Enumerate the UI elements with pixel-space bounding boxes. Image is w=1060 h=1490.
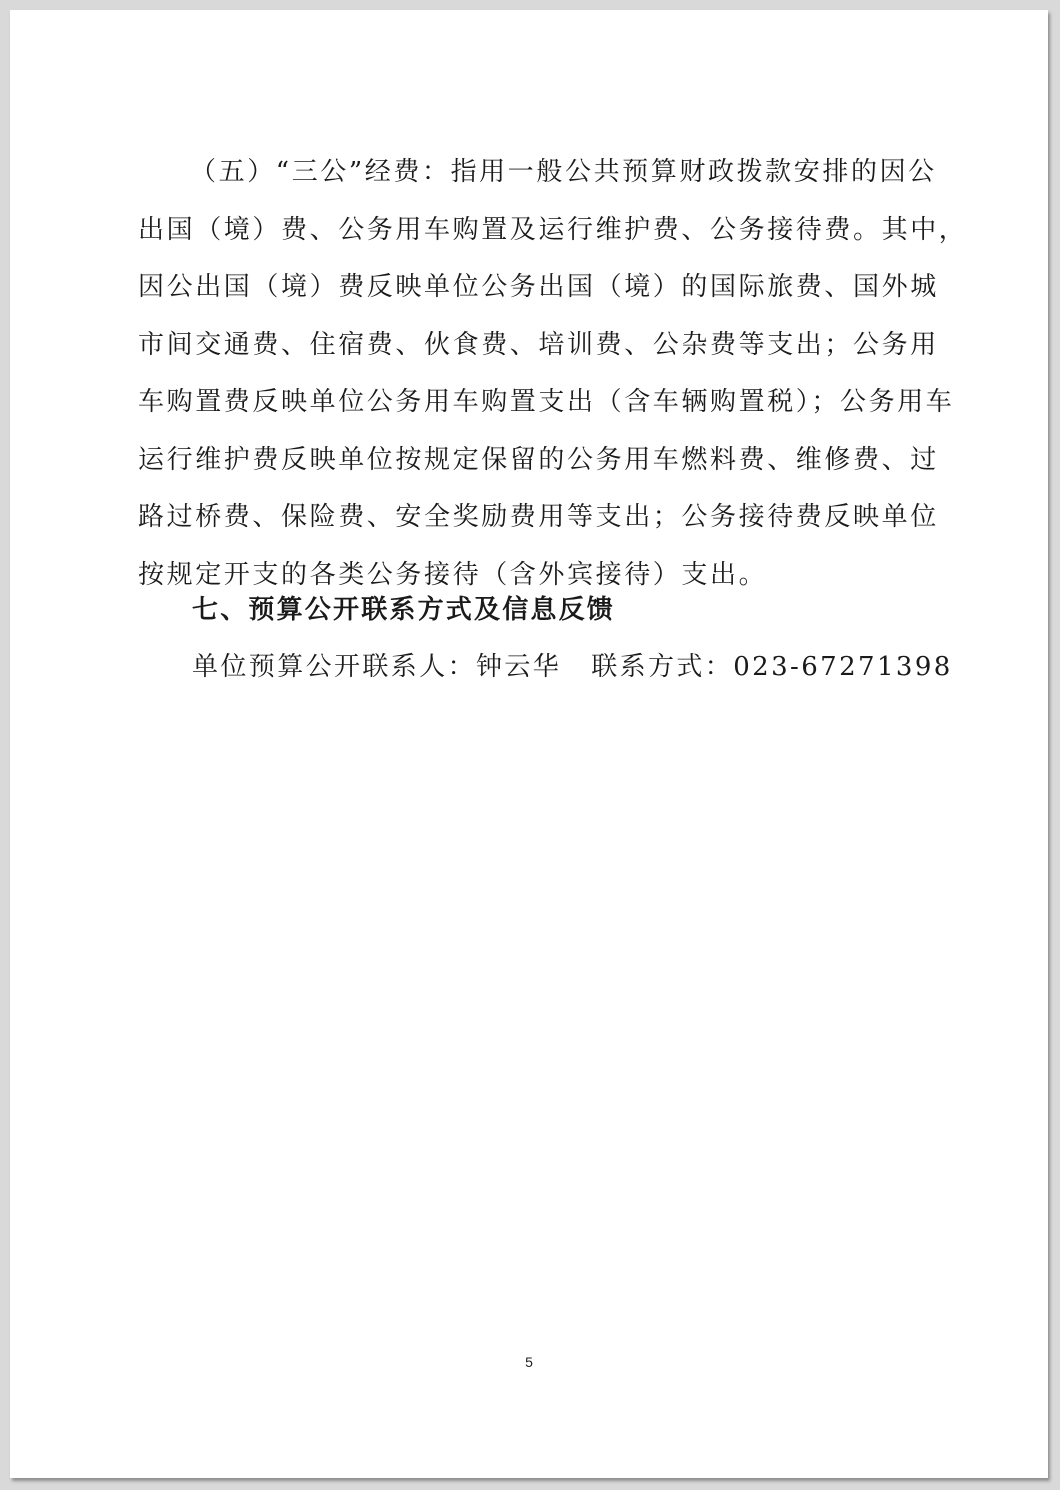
page-number: 5 [525,1354,533,1370]
contact-phone: 联系方式：023-67271398 [591,652,953,682]
paragraph-line: 因公出国（境）费反映单位公务出国（境）的国际旅费、国外城 [138,272,939,302]
paragraph-san-gong-expenses [138,144,968,604]
contact-info [192,639,953,697]
paragraph-line: 车购置费反映单位公务用车购置支出（含车辆购置税）；公务用车 [138,387,955,417]
paragraph-line: 按规定开支的各类公务接待（含外宾接待）支出。 [138,559,768,590]
section-heading-contact: 七、预算公开联系方式及信息反馈 [192,595,616,625]
contact-person: 单位预算公开联系人：钟云华 [192,652,562,682]
paragraph-line: 路过桥费、保险费、安全奖励费用等支出；公务接待费反映单位 [138,502,939,532]
paragraph-line: 出国（境）费、公务用车购置及运行维护费、公务接待费。其中， [138,214,968,245]
paragraph-line: （五）“三公”经费：指用一般公共预算财政拨款安排的因公 [190,157,937,187]
paragraph-line: 运行维护费反映单位按规定保留的公务用车燃料费、维修费、过 [138,444,939,475]
paragraph-line: 市间交通费、住宿费、伙食费、培训费、公杂费等支出；公务用 [138,329,939,360]
document-page [10,10,1048,1478]
